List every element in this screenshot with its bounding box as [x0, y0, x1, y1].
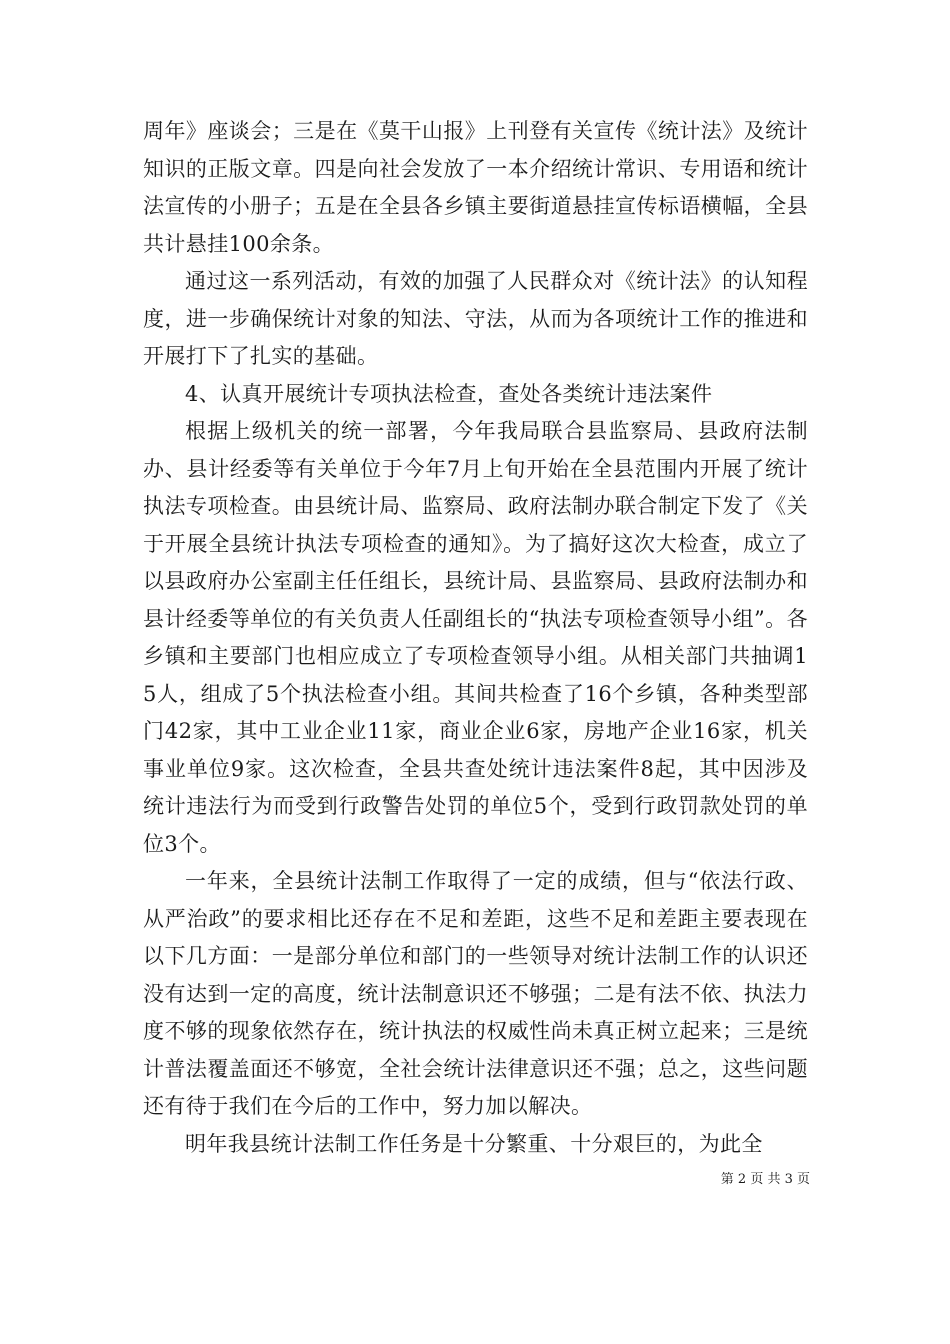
paragraph-3: 根据上级机关的统一部署，今年我局联合县监察局、县政府法制办、县计经委等有关单位于今年7月上旬开始在全县范围内开展了统计执法专项检查。由县统计局、监察局、政府法制办联合制定下发了《关于开展全县统计执法专项检查的通知》。为了搞好这次大检查，成立了以县政府办公室副主任任组长，县统计局、县监察局、县政府法制办和县计经委等单位的有关负责人任副组长的“执法专项检查领导小组”。各乡镇和主要部门也相应成立了专项检查领导小组。从相关部门共抽调15人，组成了5个执法检查小组。其间共检查了16个乡镇，各种类型部门42家，其中工业企业11家，商业企业6家，房地产企业16家，机关事业单位9家。这次检查，全县共查处统计违法案件8起，其中因涉及统计违法行为而受到行政警告处罚的单位5个，受到行政罚款处罚的单位3个。	[143, 419, 808, 856]
paragraph-5: 明年我县统计法制工作任务是十分繁重、十分艰巨的，为此全	[185, 1131, 763, 1156]
section-heading-4: 4、认真开展统计专项执法检查，查处各类统计违法案件	[185, 381, 713, 406]
page-number-footer: 第 2 页 共 3 页	[720, 1172, 810, 1187]
document-body	[143, 113, 808, 1163]
paragraph-1: 周年》座谈会；三是在《莫干山报》上刊登有关宣传《统计法》及统计知识的正版文章。四是向社会发放了一本介绍统计常识、专用语和统计法宣传的小册子；五是在全县各乡镇主要街道悬挂宣传标语横幅，全县共计悬挂100余条。	[143, 119, 808, 256]
paragraph-2: 通过这一系列活动，有效的加强了人民群众对《统计法》的认知程度，进一步确保统计对象的知法、守法，从而为各项统计工作的推进和开展打下了扎实的基础。	[143, 269, 808, 368]
paragraph-4: 一年来，全县统计法制工作取得了一定的成绩，但与“依法行政、从严治政”的要求相比还存在不足和差距，这些不足和差距主要表现在以下几方面：一是部分单位和部门的一些领导对统计法制工作的认识还没有达到一定的高度，统计法制意识还不够强；二是有法不依、执法力度不够的现象依然存在，统计执法的权威性尚未真正树立起来；三是统计普法覆盖面还不够宽，全社会统计法律意识还不强；总之，这些问题还有待于我们在今后的工作中，努力加以解决。	[143, 869, 808, 1118]
